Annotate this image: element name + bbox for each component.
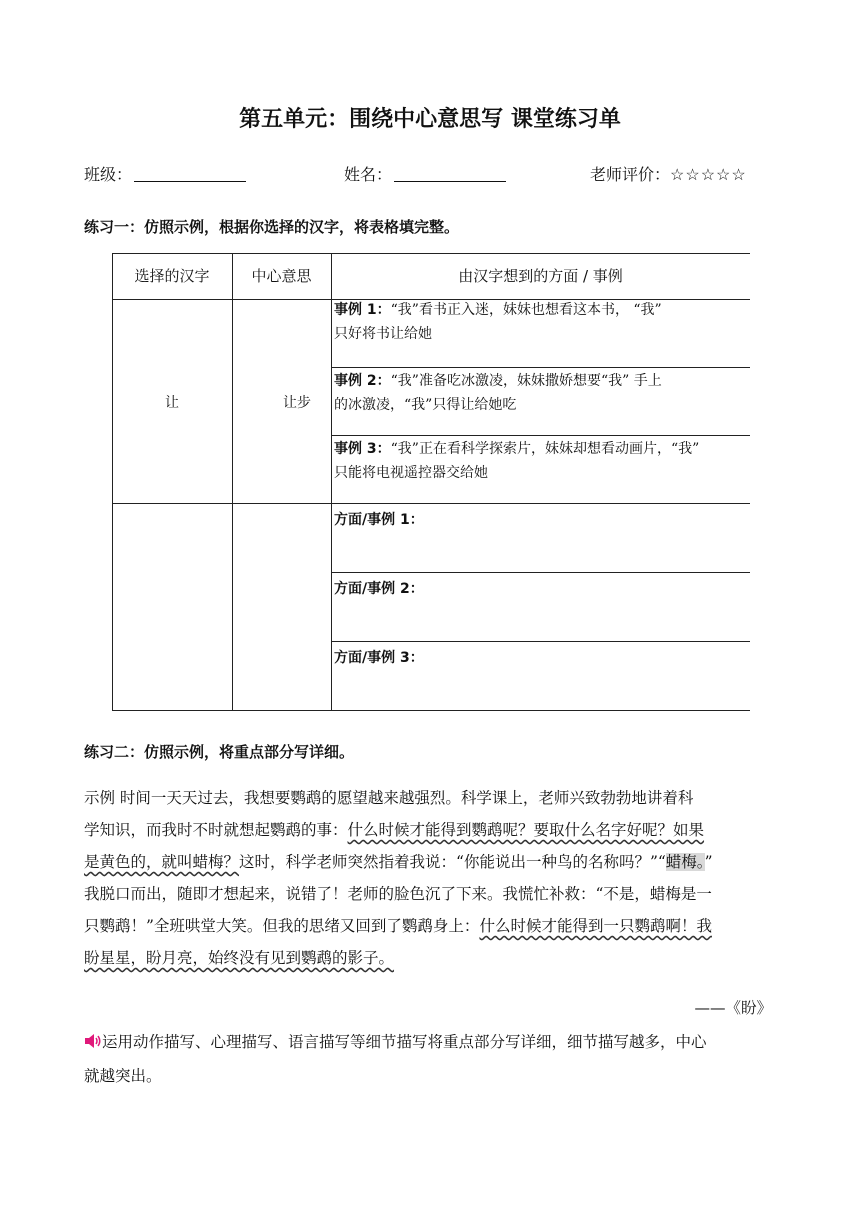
header-central-meaning: 中心意思 <box>251 267 312 285</box>
class-field <box>84 162 246 185</box>
exercise1-heading: 练习一：仿照示例，根据你选择的汉字，将表格填完整。 <box>84 218 460 236</box>
sample-example-1 <box>334 298 750 346</box>
class-label: 班级： <box>84 165 133 184</box>
passage-line-2 <box>84 818 704 840</box>
example-text: 只能将电视遥控器交给她 <box>334 465 488 481</box>
name-blank[interactable] <box>394 167 506 182</box>
key-part-text: 是黄色的，就叫蜡梅？ <box>84 853 240 871</box>
highlighted-text: 蜡梅。 <box>665 853 705 871</box>
example-label: 事例 2： <box>334 373 391 389</box>
sample-character: 让 <box>165 395 179 411</box>
example-text: “我”正在看科学探索片，妹妹却想看动画片，“我” <box>390 441 700 457</box>
tip-line-2: 就越突出。 <box>84 1067 162 1085</box>
example-label: 事例 1： <box>334 302 391 318</box>
passage-text: 只鹦鹉！”全班哄堂大笑。但我的思绪又回到了鹦鹉身上： <box>84 917 480 935</box>
tip-text: 运用动作描写、心理描写、语言描写等细节描写将重点部分写详细，细节描写越多，中心 <box>102 1033 707 1051</box>
passage-text: ” <box>704 853 713 871</box>
passage-line-5 <box>84 914 712 936</box>
speaker-icon <box>84 1033 102 1049</box>
blank-aspect-2[interactable]: 方面/事例 2： <box>334 581 424 597</box>
tip-line-1 <box>84 1030 707 1052</box>
passage-line-3 <box>84 850 713 872</box>
blank-meaning-cell[interactable] <box>233 504 330 710</box>
exercise2-heading: 练习二：仿照示例，将重点部分写详细。 <box>84 743 355 761</box>
example-text: 只好将书让给她 <box>334 326 432 342</box>
example-text: 的冰激凌，“我”只得让给她吃 <box>334 397 517 413</box>
class-blank[interactable] <box>134 167 246 182</box>
example-label: 事例 3： <box>334 441 391 457</box>
page-title: 第五单元：围绕中心意思写 课堂练习单 <box>239 107 621 132</box>
sample-example-3 <box>334 437 750 485</box>
passage-text: 学知识，而我时不时就想起鹦鹉的事： <box>84 821 348 839</box>
name-field <box>344 162 506 185</box>
evaluation-label: 老师评价： <box>590 165 671 184</box>
example-text: “我”看书正入迷，妹妹也想看这本书， “我” <box>390 302 662 318</box>
sample-meaning: 让步 <box>283 395 311 411</box>
teacher-evaluation <box>590 162 747 185</box>
passage-line-4: 我脱口而出，随即才想起来，说错了！老师的脸色沉了下来。我慌忙补救：“不是，蜡梅是一 <box>84 885 712 903</box>
passage-line-6 <box>84 946 394 968</box>
header-aspects-examples: 由汉字想到的方面 / 事例 <box>458 267 623 285</box>
key-part-text: 什么时候才能得到一只鹦鹉啊！我 <box>479 917 712 935</box>
passage-line-1: 示例 时间一天天过去，我想要鹦鹉的愿望越来越强烈。科学课上，老师兴致勃勃地讲着科 <box>84 789 694 807</box>
sample-example-2 <box>334 369 750 417</box>
blank-aspect-3[interactable]: 方面/事例 3： <box>334 650 424 666</box>
name-label: 姓名： <box>344 165 393 184</box>
passage-source: ——《盼》 <box>694 999 772 1017</box>
key-part-text: 什么时候才能得到鹦鹉呢？要取什么名字好呢？如果 <box>347 821 705 839</box>
passage-text: 这时，科学老师突然指着我说：“你能说出一种鸟的名称吗？”“ <box>239 853 666 871</box>
key-part-text: 盼星星，盼月亮，始终没有见到鹦鹉的影子。 <box>84 949 395 967</box>
blank-character-cell[interactable] <box>113 504 231 710</box>
example-text: “我”准备吃冰激凌，妹妹撒娇想要“我” 手上 <box>390 373 662 389</box>
blank-aspect-1[interactable]: 方面/事例 1： <box>334 512 424 528</box>
rating-stars[interactable]: ☆☆☆☆☆ <box>670 165 747 184</box>
header-chosen-character: 选择的汉字 <box>134 267 210 285</box>
